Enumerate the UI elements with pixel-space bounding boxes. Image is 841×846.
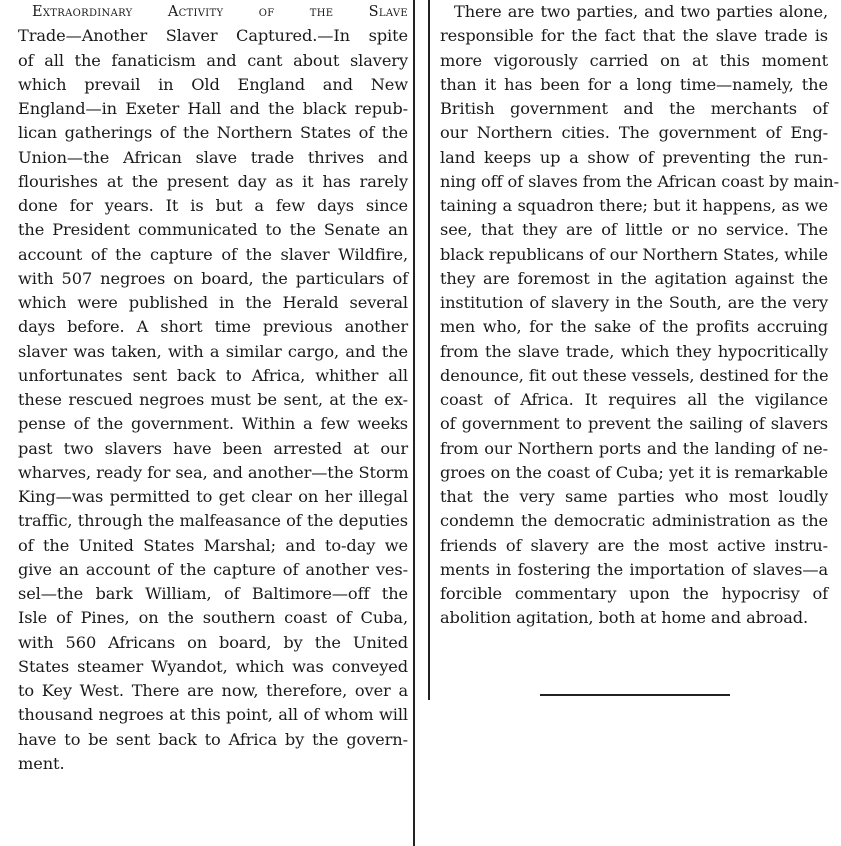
article-line: done for years. It is but a few days since [18,196,408,215]
article-line: condemn the democratic administration as the [440,511,828,531]
article-line: Trade—Another Slaver Captured.—In spite [18,26,408,46]
article-line: flourishes at the present day as it has rarely [18,171,408,191]
article-line: Union—the African slave trade thrives and [18,147,408,167]
column-rule-right [428,0,430,700]
article-line: denounce, fit out these vessels, destined for the [440,365,829,385]
article-line: wharves, ready for sea, and another—the Storm [18,462,409,482]
article-line: England—in Exeter Hall and the black repub- [18,99,408,118]
article-line: black republicans of our Northern States, while [440,244,828,264]
article-line: these rescued negroes must be sent, at the ex- [18,390,408,409]
article-line: to Key West. There are now, therefore, over a [18,681,408,700]
right-column-article [440,0,839,631]
article-line: with 507 negroes on board, the particulars of [18,268,408,288]
article-line: from our Northern ports and the landing of ne- [440,438,828,458]
article-line: There are two parties, and two parties alone, [454,2,828,21]
article-line: taining a squadron there; but it happens, as we [440,196,828,215]
article-line: coast of Africa. It requires all the vigilance [440,390,828,409]
article-line: see, that they are of little or no service. The [440,220,828,240]
article-line: lican gatherings of the Northern States of the [18,123,408,143]
article-line: which prevail in Old England and New [18,74,408,94]
article-line: our Northern cities. The government of Eng- [440,123,828,143]
article-line: of the United States Marshal; and to-day we [18,535,408,555]
article-line: from the slave trade, which they hypocritically [440,341,828,361]
column-rule-left [413,0,415,846]
article-line: Isle of Pines, on the southern coast of Cuba, [18,608,408,628]
article-line: account of the capture of the slaver Wildfire, [18,244,408,264]
article-line: men who, for the sake of the profits accruing [440,317,828,337]
article-line: ments in fostering the importation of slaves—a [440,559,828,579]
article-line: the President communicated to the Senate an [18,220,408,240]
article-line: States steamer Wyandot, which was conveyed [18,656,408,676]
article-line: thousand negroes at this point, all of whom will [18,705,408,725]
article-line: British government and the merchants of [440,99,828,118]
article-end-rule [540,694,730,696]
article-line: institution of slavery in the South, are the very [440,293,828,312]
article-line: land keeps up a show of preventing the run- [440,147,828,167]
article-line: abolition agitation, both at home and abroad. [440,608,809,628]
article-line: unfortunates sent back to Africa, whither all [18,365,408,385]
article-line: days before. A short time previous another [18,317,408,337]
article-line: sel—the bark William, of Baltimore—off the [18,584,408,603]
headline-line-1: Extraordinary Activity of the Slave [32,4,408,20]
article-line: ning off of slaves from the African coast by main- [440,171,839,191]
article-line: ment. [18,753,65,773]
article-line: King—was permitted to get clear on her illegal [18,487,408,506]
article-line: which were published in the Herald several [18,293,408,312]
article-line: forcible commentary upon the hypocrisy of [440,584,828,603]
article-line: more vigorously carried on at this moment [440,50,828,70]
article-line: of all the fanaticism and cant about slavery [18,50,408,70]
article-line: with 560 Africans on board, by the United [18,632,408,652]
article-line: give an account of the capture of another ves- [18,559,408,579]
article-line: traffic, through the malfeasance of the deputies [18,511,408,531]
article-line: than it has been for a long time—namely, the [440,74,828,94]
article-line: of government to prevent the sailing of slavers [440,414,828,434]
article-line: responsible for the fact that the slave trade is [440,26,828,46]
article-line: past two slavers have been arrested at our [18,438,408,458]
article-line: friends of slavery are the most active instru- [440,535,828,555]
article-line: that the very same parties who most loudly [440,487,828,506]
left-column-article [18,0,408,776]
article-line: pense of the government. Within a few weeks [18,414,408,434]
article-line: have to be sent back to Africa by the govern- [18,729,408,749]
article-line: groes on the coast of Cuba; yet it is remarkable [440,462,828,482]
article-line: slaver was taken, with a similar cargo, and the [18,341,408,361]
article-line: they are foremost in the agitation against the [440,268,828,288]
